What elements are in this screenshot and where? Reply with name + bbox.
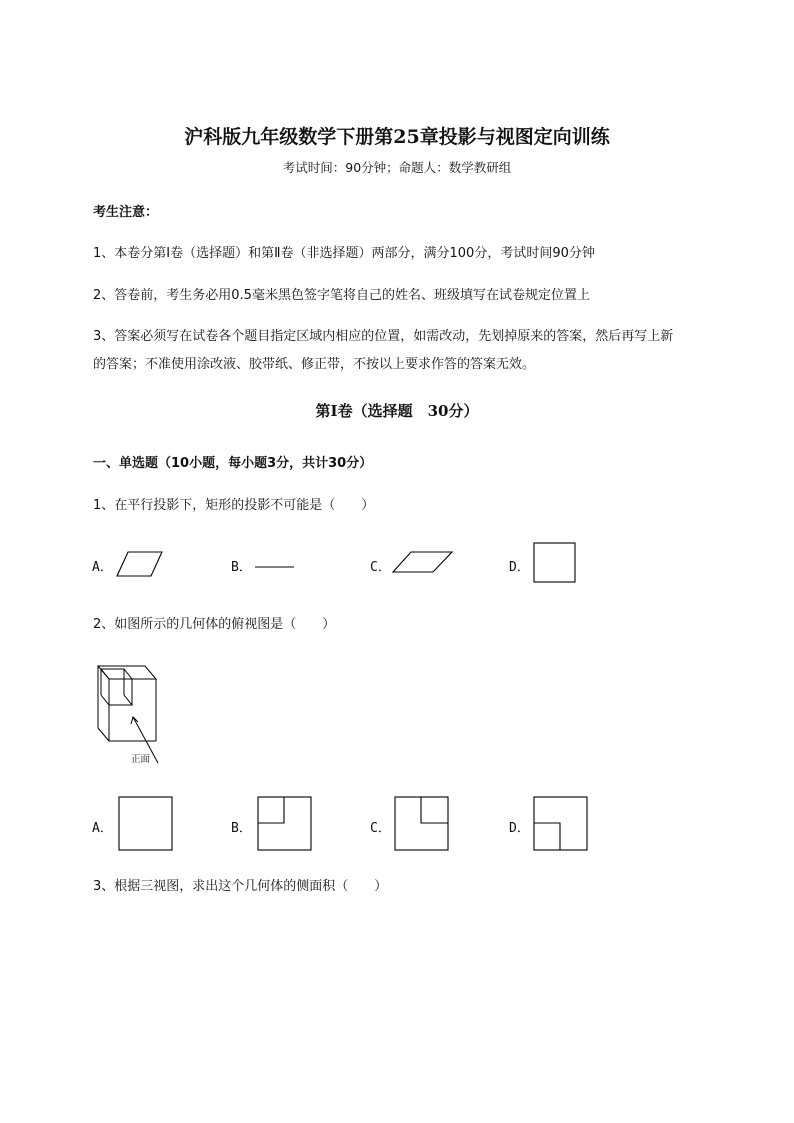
q2-option-c-label: C． (370, 821, 391, 836)
q2-option-a-label: A． (92, 821, 113, 836)
q1-option-a-figure (116, 550, 164, 578)
question-3-text: 3、根据三视图，求出这个几何体的侧面积（ ） (93, 879, 388, 894)
notice-item-1: 1、本卷分第I卷（选择题）和第Ⅱ卷（非选择题）两部分，满分100分，考试时间90分钟 (93, 246, 595, 261)
q2-front-view-label: 正面 (131, 754, 151, 765)
q2-option-d-figure (533, 796, 589, 852)
question-1-text: 1、在平行投影下，矩形的投影不可能是（ ） (93, 498, 375, 513)
q1-option-a-label: A． (92, 560, 113, 575)
notice-item-3: 3、答案必须写在试卷各个题目指定区域内相应的位置，如需改动，先划掉原来的答案，然后再写上新 (93, 329, 674, 344)
q1-option-c-label: C． (370, 560, 391, 575)
part-heading: 一、单选题（10小题，每小题3分，共计30分） (93, 456, 373, 471)
q1-option-c-figure (392, 550, 454, 574)
q1-option-b-figure (254, 562, 296, 570)
q2-option-b-figure (257, 796, 313, 852)
q2-option-b-label: B． (231, 821, 252, 836)
q1-option-d-label: D． (509, 560, 530, 575)
exam-subtitle: 考试时间：90分钟；命题人：数学教研组 (282, 160, 512, 175)
q2-option-c-figure (394, 796, 450, 852)
exam-title: 沪科版九年级数学下册第25章投影与视图定向训练 (184, 126, 610, 148)
question-2-text: 2、如图所示的几何体的俯视图是（ ） (93, 617, 336, 632)
q2-option-a-figure (118, 796, 174, 852)
q2-solid-figure (92, 660, 164, 768)
notice-heading: 考生注意： (93, 205, 159, 220)
notice-item-2: 2、答卷前，考生务必用0.5毫米黑色签字笔将自己的姓名、班级填写在试卷规定位置上 (93, 288, 590, 303)
notice-item-3-continued: 的答案；不准使用涂改液、胶带纸、修正带，不按以上要求作答的答案无效。 (93, 357, 536, 372)
section-title: 第I卷（选择题 30分） (315, 402, 479, 420)
q1-option-b-label: B． (231, 560, 252, 575)
q2-option-d-label: D． (509, 821, 530, 836)
q1-option-d-figure (533, 542, 577, 584)
